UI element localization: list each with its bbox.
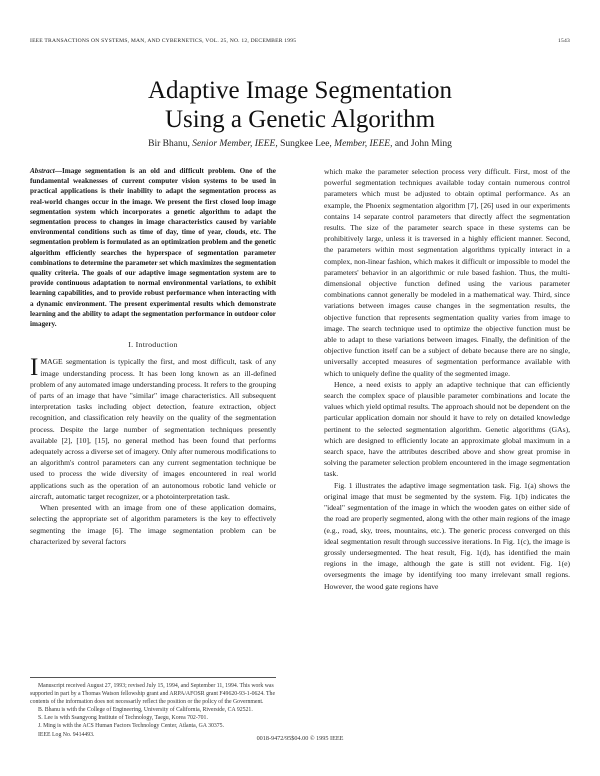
footnote-author-2: S. Lee is with Ssangyong Institute of Technology, Taegu, Korea 702-701. xyxy=(38,715,208,722)
page-number: 1543 xyxy=(558,38,570,44)
author-line xyxy=(0,139,600,149)
intro-paragraph-2: When presented with an image from one of these application domains, selecting the appropriate set of algorithm parameters is the key to effectively segmenting the image [6]. The image segmentation problem can be characterized by several factors xyxy=(30,503,276,546)
right-paragraph-2: Hence, a need exists to apply an adaptive technique that can efficiently search the complex space of plausible parameter combinations and locate the values which yield optimal results. The approach should not be dependent on the particular application domain nor should it have to rely on detailed knowledge pertinent to the selected segmentation algorithm. Genetic algorithms (GAs), which are designed to efficiently locate an approximate global maximum in a search space, have the attributes described above and show great promise in solving the parameter selection problem encountered in the image segmentation task. xyxy=(324,379,570,479)
title-line-2: Using a Genetic Algorithm xyxy=(164,106,436,133)
abstract-text: Image segmentation is an old and difficult problem. One of the fundamental weaknesses of current computer vision systems to be used in practical applications is their inability to adapt the segmentation process as real-world changes occur in the image. We present the first closed loop image segmentation system which incorporates a genetic algorithm to adapt the segmentation process to changes in image characteristics caused by variable environmental conditions such as time of day, time of year, clouds, etc. The segmentation problem is formulated as an optimization problem and the genetic algorithm efficiently searches the hyperspace of segmentation parameter combinations to determine the parameter set which maximizes the segmentation quality criteria. The goals of our adaptive image segmentation system are to provide continuous adaptation to normal environmental variations, to exhibit learning capabilities, and to provide robust performance when interacting with a dynamic environment. The present experimental results which demonstrate learning and the ability to adapt the segmentation performance in outdoor color imagery. xyxy=(30,167,276,329)
drop-cap: I xyxy=(30,354,39,382)
paper-title xyxy=(0,76,600,134)
author-3: and John Ming xyxy=(394,139,452,149)
title-line-1: Adaptive Image Segmentation xyxy=(147,77,453,104)
copyright-code: 0018-9472/95$04.00 © 1995 IEEE xyxy=(256,735,344,742)
footnote-author-1: B. Bhanu is with the College of Engineering, University of California, Riverside, CA 92521. xyxy=(38,707,253,714)
author-2: Sungkee Lee, xyxy=(280,139,332,149)
running-head xyxy=(30,38,570,48)
footnote-log-number: IEEE Log No. 9414493. xyxy=(38,731,95,738)
footnote-block xyxy=(30,677,276,739)
intro-paragraph-1 xyxy=(30,356,276,502)
author-2-role: Member, IEEE, xyxy=(334,139,393,149)
right-column xyxy=(324,166,570,592)
section-heading-introduction: I. Introduction xyxy=(128,340,178,350)
right-paragraph-3: Fig. 1 illustrates the adaptive image segmentation task. Fig. 1(a) shows the original image that must be segmented by the system. Fig. 1(b) indicates the "ideal" segmentation of the image in which the wooden gates on either side of the road are properly segmented, along with the other main regions of the image (e.g., road, sky, trees, mountains, etc.). The generic process converged on this ideal segmentation result through successive iterations. In Fig. 1(c), the image is grossly undersegmented. The heat result, Fig. 1(d), has identified the main regions in the image, although the gate is still not evident. Fig. 1(e) oversegments the image by identifying too many irrelevant small regions. However, the wood gate regions have xyxy=(324,480,570,591)
author-1: Bir Bhanu, xyxy=(148,139,190,149)
footnote-manuscript: Manuscript received August 27, 1993; revised July 15, 1994, and September 11, 1994. This work was supported in part by a Thomas Watson fellowship grant and ARPA/AFOSR grant F49620-93-1-0624. The contents of the information does not necessarily reflect the position or the policy of the Government. xyxy=(30,683,276,706)
abstract xyxy=(30,166,276,329)
footnote-author-3: J. Ming is with the ACS Human Factors Technology Center, Atlanta, GA 30375. xyxy=(38,723,225,730)
journal-name: IEEE TRANSACTIONS ON SYSTEMS, MAN, AND CYBERNETICS, VOL. 25, NO. 12, DECEMBER 1995 xyxy=(30,38,297,44)
right-paragraph-1: which make the parameter selection process very difficult. First, most of the powerful segmentation techniques available today contain numerous control parameters which must be adjusted to obtain optimal performance. As an example, the Phoenix segmentation algorithm [7], [26] used in our experiments contains 14 separate control parameters that directly affect the segmentation results. The size of the parameter search space in these systems can be prohibitively large, unless it is traversed in a highly efficient manner. Second, the parameters within most segmentation algorithms typically interact in a complex, non-linear fashion, which makes it difficult or impossible to model the parameters' behavior in an algorithmic or rule based fashion. Thus, the multi-dimensional objective function defined using the various parameter combinations cannot generally be modeled in a mathematical way. Third, since variations between images cause changes in the segmentation results, the objective function that represents segmentation quality varies from image to image. The search technique used to optimize the objective function must be able to adapt to these variations between images. Finally, the definition of the objective function itself can be a subject of debate because there are no single, universally accepted measures of segmentation performance available with which to uniquely define the quality of the segmented image. xyxy=(324,167,570,378)
abstract-label: Abstract— xyxy=(30,167,62,175)
intro-paragraph-1-text: MAGE segmentation is typically the first, and most difficult, task of any image understanding process. It has been long known as an ill-defined problem of any automated image understanding process. It refers to the grouping of parts of an image that have "similar" image characteristics. All subsequent interpretation tasks including object detection, feature extraction, object recognition, and classification rely heavily on the quality of the segmentation process. Despite the large number of segmentation techniques presently available [2], [10], [15], no general method has been found that performs adequately across a diverse set of imagery. Only after numerous modifications to an algorithm's control parameters can any current segmentation technique be used to process the wide diversity of images encountered in real world applications such as the operation of an autonomous robotic land vehicle or aircraft, automatic target recognizer, or a photointerpretation task. xyxy=(30,357,276,501)
author-1-role: Senior Member, IEEE, xyxy=(192,139,278,149)
left-column xyxy=(30,166,276,726)
